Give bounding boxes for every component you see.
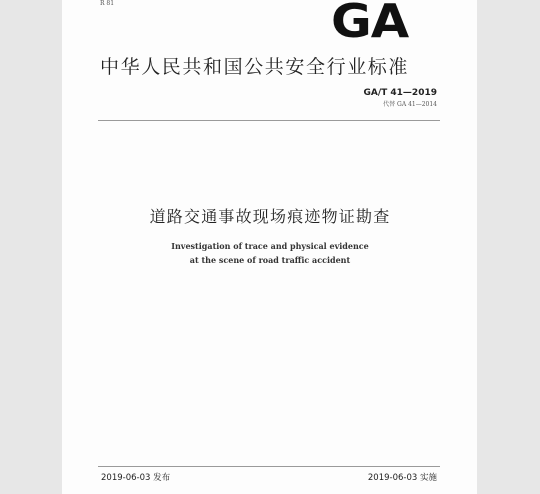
footer-divider — [98, 466, 440, 467]
ga-logo: GA — [331, 0, 409, 48]
standard-category-title: 中华人民共和国公共安全行业标准 — [100, 56, 410, 78]
replaces-standard: 代替 GA 41—2014 — [383, 101, 437, 108]
ics-code: R 81 — [100, 0, 115, 7]
document-title-en — [0, 239, 540, 267]
document-title-en-line1: Investigation of trace and physical evidence — [171, 241, 369, 251]
issue-date: 2019-06-03 发布 — [101, 473, 171, 483]
document-title-en-line2: at the scene of road traffic accident — [189, 255, 351, 265]
implement-date: 2019-06-03 实施 — [367, 473, 437, 483]
header-divider — [98, 120, 440, 121]
document-title-zh: 道路交通事故现场痕迹物证勘查 — [149, 207, 391, 226]
standard-number: GA/T 41—2019 — [363, 88, 437, 98]
